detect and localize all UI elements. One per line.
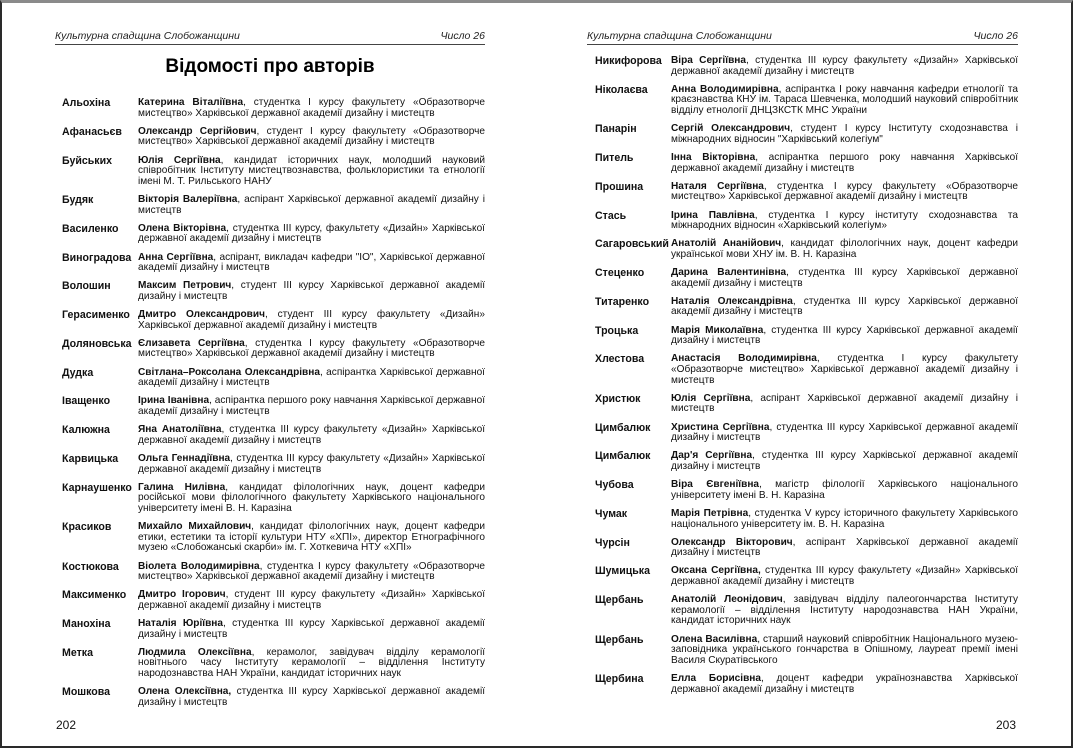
author-surname: Христюк [595, 393, 641, 405]
author-entry [62, 483, 485, 515]
author-entry [595, 182, 1018, 203]
author-description [671, 509, 1018, 530]
author-surname: Мошкова [62, 687, 111, 699]
author-given-name: Ірина Павлівна [671, 209, 755, 221]
author-affiliation: , студент ІІІ курсу факультету «Дизайн» Харківської державної академії дизайну і мистецтв [138, 309, 485, 331]
author-affiliation: , студентка І курсу факультету «Образотворче мистецтво» Харківської державної академії дизайну і мистецтв [138, 337, 486, 360]
author-entry [595, 423, 1018, 444]
author-affiliation: , студентка І курсу факультету «Образотворче мистецтво» Харківської державної академії дизайну і мистецтв [138, 560, 485, 583]
author-entry [595, 85, 1018, 117]
author-entry [62, 590, 485, 611]
author-description [138, 253, 485, 274]
author-affiliation: , аспірант Харківської державної академії дизайну і мистецтв [671, 536, 1018, 559]
author-entry [62, 156, 485, 188]
author-affiliation: , студент І курсу Інституту сходознавства і міжнародних відносин "Харківський колегіум" [671, 123, 1019, 145]
author-entry [62, 396, 485, 417]
author-entry [62, 619, 485, 640]
author-description [671, 153, 1018, 174]
author-surname: Чубова [595, 480, 634, 492]
author-entry [595, 538, 1018, 559]
author-affiliation: студентка ІІІ курсу факультету «Дизайн» Харківської державної академії дизайну і мистецтв [671, 565, 1018, 588]
author-surname: Прошина [595, 181, 644, 193]
author-surname: Альохіна [62, 98, 111, 109]
author-given-name: Дар'я Сергіївна [671, 450, 753, 462]
author-description [671, 423, 1018, 444]
author-description [671, 124, 1018, 145]
author-affiliation: , керамолог, завідувач відділу керамології новітнього часу Інституту керамології – відділення Інституту народознавства НАН України, кандидат історичних наук [138, 646, 486, 680]
author-given-name: Світлана–Роксолана Олександрівна [138, 366, 320, 378]
author-entry [595, 566, 1018, 587]
author-affiliation: , студентка І курсу інституту сходознавства та міжнародних відносин «Харківський колегіум» [671, 209, 1018, 232]
author-given-name: Інна Вікторівна [671, 151, 756, 163]
author-surname: Афанасьєв [62, 126, 122, 138]
author-given-name: Олександр Сергійович [138, 125, 257, 137]
author-affiliation: , студентка ІІІ курсу Харківської державної академії дизайну і мистецтв [671, 450, 1018, 472]
author-surname: Карнаушенко [62, 482, 132, 494]
author-affiliation: , студентка ІІІ курсу, факультету «Дизайн» Харківської державної академії дизайну і мистецтв [138, 222, 485, 245]
author-surname: Будяк [62, 194, 94, 206]
author-affiliation: , магістр філології Харківського національного університету імені В. Н. Каразіна [671, 479, 1018, 501]
author-description [671, 239, 1018, 260]
author-entry [595, 635, 1018, 667]
author-affiliation: , студент ІІІ курсу Харківської державної академії дизайну і мистецтв [138, 280, 485, 302]
author-surname: Титаренко [595, 296, 650, 308]
author-given-name: Вікторія Валеріївна [138, 193, 238, 205]
author-description [671, 297, 1018, 318]
author-description [671, 85, 1018, 117]
issue-number: Число 26 [440, 30, 485, 42]
author-entry [595, 56, 1018, 77]
issue-number: Число 26 [973, 30, 1018, 42]
author-description [671, 211, 1018, 232]
author-surname: Шумицька [595, 566, 650, 578]
author-entry [595, 394, 1018, 415]
author-description [138, 127, 485, 148]
author-surname: Василенко [62, 223, 119, 235]
author-description [671, 595, 1018, 627]
author-entry [595, 268, 1018, 289]
author-affiliation: , аспірантка першого року навчання Харківської державної академії дизайну і мистецтв [671, 151, 1018, 174]
author-entry [62, 562, 485, 583]
author-given-name: Анатолій Леонідович [671, 594, 783, 606]
author-affiliation: , аспірант Харківської державної академії дизайну і мистецтв [671, 392, 1018, 415]
author-surname: Хлестова [595, 354, 645, 366]
author-description [671, 566, 1018, 587]
author-description [138, 310, 485, 331]
author-affiliation: , студент І курсу факультету «Образотворче мистецтво» Харківської державної академії дизайну і мистецтв [138, 125, 485, 148]
author-surname: Максименко [62, 590, 127, 602]
author-given-name: Олена Олексіївна, [138, 686, 232, 698]
author-given-name: Віра Сергіївна [671, 55, 746, 66]
author-affiliation: , студентка ІІІ курсу Харківської державної академії дизайну і мистецтв [671, 421, 1018, 444]
author-surname: Доляновська [62, 338, 132, 350]
left-page [0, 0, 536, 748]
author-entry [595, 451, 1018, 472]
running-head [587, 26, 1018, 45]
author-affiliation: , студентка І курсу факультету «Образотворче мистецтво» Харківської державної академії дизайну і мистецтв [138, 97, 485, 119]
author-affiliation: , кандидат філологічних наук, доцент кафедри етики, естетики та історії культури НТУ «ХПІ», директор Етнографічного музею «Слобожанські скарби» ім. Г. Хоткевича НТУ «ХПІ» [138, 521, 486, 554]
author-description [671, 354, 1018, 386]
author-given-name: Юлія Сергіївна [671, 392, 751, 404]
author-entry [595, 595, 1018, 627]
author-list [62, 98, 485, 716]
author-affiliation: , аспірантка І року навчання кафедри етнології та краєзнавства КНУ ім. Тараса Шевченка, молодший науковий співробітник відділу етнології ДНЦЗКСТК МНС України [671, 83, 1018, 116]
author-entry [595, 239, 1018, 260]
author-entry [62, 454, 485, 475]
author-affiliation: , студент ІІІ курсу факультету «Дизайн» Харківської державної академії дизайну і мистецтв [138, 589, 486, 611]
journal-title: Культурна спадщина Слобожанщини [587, 30, 772, 42]
page-number: 202 [56, 718, 77, 732]
author-entry [62, 687, 485, 708]
author-given-name: Єлизавета Сергіївна [138, 337, 245, 349]
author-given-name: Анна Сергіївна [138, 251, 214, 263]
author-given-name: Анатолій Ананійович [671, 238, 782, 250]
author-given-name: Максим Петрович [138, 280, 232, 292]
author-entry [62, 195, 485, 216]
author-surname: Калюжна [62, 425, 110, 437]
author-surname: Метка [62, 647, 93, 659]
author-affiliation: , студентка ІІІ курсу факультету «Дизайн» Харківської державної академії дизайну і мистецтв [671, 55, 1019, 77]
author-entry [595, 153, 1018, 174]
author-affiliation: , студентка І курсу факультету «Образотворче мистецтво» Харківської державної академії дизайну і мистецтв [671, 353, 1018, 386]
author-surname: Цимбалюк [595, 422, 651, 434]
author-surname: Сагаровський [595, 239, 669, 251]
author-affiliation: , аспірант, викладач кафедри "ІО", Харківської державної академії дизайну і мистецтв [138, 251, 486, 274]
author-given-name: Олена Василівна [671, 633, 758, 645]
author-description [138, 522, 485, 554]
author-affiliation: , студентка ІІІ курсу факультету «Дизайн» Харківської державної академії дизайну і мистецтв [138, 452, 485, 475]
author-surname: Красиков [62, 522, 112, 534]
author-description [138, 425, 485, 446]
author-affiliation: , аспірантка першого року навчання Харківської державної академії дизайну і мистецтв [138, 395, 486, 417]
page-number: 203 [996, 718, 1017, 732]
author-entry [62, 98, 485, 119]
author-entry [62, 253, 485, 274]
author-surname: Виноградова [62, 252, 132, 264]
author-given-name: Наталія Юріївна [138, 618, 224, 630]
author-surname: Буйських [62, 155, 112, 167]
author-affiliation: , завідувач відділу палеогончарства Інституту керамології – відділення Інституту народознавства НАН України, кандидат історичних наук [671, 594, 1018, 627]
author-given-name: Марія Миколаївна [671, 324, 764, 336]
author-surname: Карвицька [62, 453, 119, 465]
author-given-name: Оксана Сергіївна, [671, 565, 761, 577]
author-entry [595, 509, 1018, 530]
author-given-name: Ольга Геннадіївна [138, 452, 231, 464]
author-surname: Стеценко [595, 268, 645, 280]
right-page [536, 0, 1073, 748]
author-description [671, 394, 1018, 415]
author-given-name: Михайло Михайлович [138, 521, 252, 533]
author-given-name: Яна Анатоліївна [138, 424, 222, 436]
author-surname: Чурсін [595, 537, 630, 549]
author-description [138, 281, 485, 302]
author-description [671, 674, 1018, 695]
author-given-name: Дмитро Ігорович [138, 589, 226, 601]
author-description [671, 451, 1018, 472]
author-description [138, 195, 485, 216]
author-description [138, 483, 485, 515]
author-surname: Стась [595, 210, 627, 222]
author-given-name: Анастасія Володимирівна [671, 353, 817, 365]
author-description [138, 98, 485, 119]
author-given-name: Олександр Вікторович [671, 536, 793, 548]
author-entry [595, 297, 1018, 318]
author-given-name: Галина Нилівна [138, 481, 226, 493]
author-entry [62, 522, 485, 554]
author-given-name: Людмила Олексіївна [138, 646, 252, 658]
author-description [671, 480, 1018, 501]
author-surname: Іващенко [62, 396, 111, 408]
page-title: Відомості про авторів [165, 56, 375, 77]
author-given-name: Елла Борисівна [671, 673, 761, 684]
author-entry [595, 480, 1018, 501]
author-given-name: Сергій Олександрович [671, 123, 791, 135]
author-entry [62, 339, 485, 360]
author-description [138, 339, 485, 360]
author-given-name: Дмитро Олександрович [138, 309, 265, 321]
author-description [138, 224, 485, 245]
author-description [138, 648, 485, 680]
author-surname: Манохіна [62, 619, 111, 631]
author-given-name: Дарина Валентинівна [671, 267, 787, 279]
author-affiliation: , студентка V курсу історичного факультету Харківського національного університету ім. В. Н. Каразіна [671, 507, 1018, 530]
author-surname: Дудка [62, 367, 94, 379]
author-affiliation: , студентка ІІІ курсу Харківської державної академії дизайну і мистецтв [671, 267, 1018, 289]
author-given-name: Олена Вікторівна [138, 222, 227, 234]
author-given-name: Наталя Сергіївна [671, 180, 764, 192]
author-affiliation: , аспірант Харківської державної академії дизайну і мистецтв [138, 193, 485, 216]
author-affiliation: , студентка ІІІ курсу факультету «Дизайн» Харківської державної академії дизайну і мистецтв [138, 424, 486, 446]
author-affiliation: , студентка ІІІ курсу Харківської державної академії дизайну і мистецтв [671, 324, 1018, 347]
author-surname: Щербань [595, 595, 644, 607]
author-affiliation: , студентка ІІІ курсу Харківської державної академії дизайну і мистецтв [671, 295, 1018, 318]
author-entry [62, 224, 485, 245]
author-list [595, 56, 1018, 703]
author-description [138, 368, 485, 389]
author-affiliation: , кандидат історичних наук, молодший науковий співробітник Інституту мистецтвознавства, фольклористики та етнології імені М. Т. Рильського НАНУ [138, 154, 485, 187]
author-given-name: Катерина Віталіївна [138, 97, 244, 108]
author-surname: Чумак [595, 508, 628, 520]
author-description [671, 635, 1018, 667]
author-entry [62, 310, 485, 331]
running-head [55, 26, 485, 45]
author-given-name: Наталія Олександрівна [671, 295, 793, 307]
author-description [138, 454, 485, 475]
author-surname: Костюкова [62, 561, 119, 573]
author-surname: Щербина [595, 674, 644, 685]
author-description [671, 56, 1018, 77]
author-surname: Троцька [595, 325, 639, 337]
author-affiliation: , доцент кафедри українознавства Харківської державної академії дизайну і мистецтв [671, 673, 1018, 695]
author-surname: Щербань [595, 634, 644, 646]
author-surname: Волошин [62, 281, 111, 293]
author-affiliation: студентка ІІІ курсу Харківської державної академії дизайну і мистецтв [138, 686, 485, 708]
author-description [671, 182, 1018, 203]
author-affiliation: , аспірантка Харківської державної академії дизайну і мистецтв [138, 366, 485, 389]
author-entry [595, 354, 1018, 386]
journal-title: Культурна спадщина Слобожанщини [55, 30, 240, 42]
author-entry [62, 127, 485, 148]
author-description [671, 268, 1018, 289]
author-entry [62, 281, 485, 302]
author-given-name: Христина Сергіївна [671, 421, 770, 433]
author-entry [595, 326, 1018, 347]
author-description [671, 538, 1018, 559]
author-description [138, 619, 485, 640]
author-affiliation: , старший науковий співробітник Національного музею-заповідника українського гончарства в Опішному, лауреат премії імені Василя Скуратівського [671, 633, 1018, 666]
author-description [138, 156, 485, 188]
author-affiliation: , студентка ІІІ курсу Харківської державної академії дизайну і мистецтв [138, 618, 485, 640]
author-affiliation: , кандидат філологічних наук, доцент кафедри української мови ХНУ ім. В. Н. Каразіна [671, 238, 1019, 260]
author-given-name: Ірина Іванівна [138, 395, 210, 407]
author-given-name: Віолета Володимирівна [138, 560, 260, 572]
author-surname: Панарін [595, 124, 637, 136]
author-affiliation: , кандидат філологічних наук, доцент кафедри російської мови філологічного факультету Харківського національного університету імені В. Н. Каразіна [138, 481, 485, 514]
author-description [138, 562, 485, 583]
author-entry [62, 425, 485, 446]
author-description [138, 590, 485, 611]
author-entry [595, 124, 1018, 145]
author-entry [62, 648, 485, 680]
author-surname: Питель [595, 152, 634, 164]
author-entry [62, 368, 485, 389]
author-given-name: Юлія Сергіївна [138, 154, 221, 166]
author-surname: Ніколаєва [595, 84, 648, 96]
author-description [138, 396, 485, 417]
author-entry [595, 211, 1018, 232]
author-given-name: Анна Володимирівна [671, 83, 779, 95]
author-surname: Никифорова [595, 56, 662, 67]
author-surname: Цимбалюк [595, 451, 651, 463]
author-description [138, 687, 485, 708]
author-affiliation: , студентка І курсу факультету «Образотворче мистецтво» Харківської державної академії дизайну і мистецтв [671, 180, 1018, 203]
author-description [671, 326, 1018, 347]
author-surname: Герасименко [62, 310, 130, 322]
author-entry [595, 674, 1018, 695]
author-given-name: Марія Петрівна [671, 507, 749, 519]
author-given-name: Віра Євгеніївна [671, 479, 760, 491]
